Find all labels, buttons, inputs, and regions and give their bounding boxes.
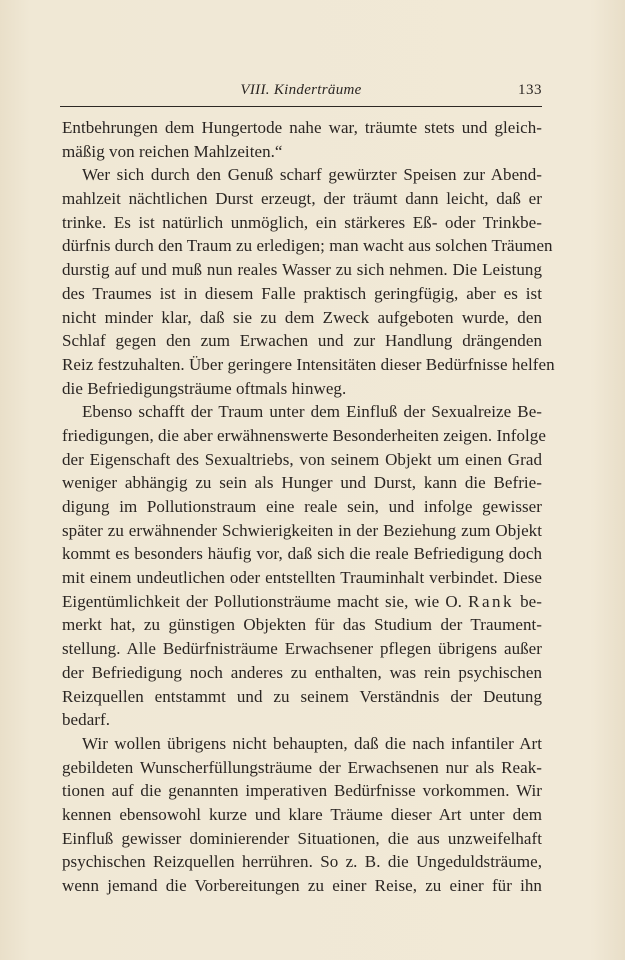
author-name-spaced: Rank bbox=[468, 591, 514, 611]
text-line: dürfnis durch den Traum zu erledigen; man wacht aus solchen Träumen bbox=[62, 236, 553, 256]
running-title: VIII. Kinderträume bbox=[240, 82, 362, 98]
text-line: trinke. Es ist natürlich unmöglich, ein stärkeres Eß- oder Trinkbe- bbox=[62, 212, 542, 232]
text-line: nicht minder klar, daß sie zu dem Zweck aufgeboten wurde, den bbox=[62, 307, 542, 327]
text-line: durstig auf und muß nun reales Wasser zu sich nehmen. Die Leistung bbox=[62, 260, 542, 280]
text-line: mahlzeit nächtlichen Durst erzeugt, der träumt dann leicht, daß er bbox=[62, 189, 542, 209]
text-fragment: be- bbox=[514, 591, 542, 611]
text-line: der Eigenschaft des Sexualtriebs, von seinem Objekt um einen Grad bbox=[62, 449, 542, 469]
text-line: Wir wollen übrigens nicht behaupten, daß die nach infantiler Art bbox=[82, 733, 542, 753]
text-line bbox=[62, 590, 542, 614]
text-line: Reiz festzuhalten. Über geringere Intensitäten dieser Bedürfnisse helfen bbox=[62, 354, 555, 374]
text-line: Reizquellen entstammt und zu seinem Verständnis der Deutung bbox=[62, 686, 542, 706]
text-line: psychischen Reizquellen herrühren. So z. B. die Ungeduldsträume, bbox=[62, 852, 542, 872]
text-line: merkt hat, zu günstigen Objekten für das Studium der Traument- bbox=[62, 615, 542, 635]
text-line: mäßig von reichen Mahlzeiten.“ bbox=[62, 141, 283, 161]
body-text bbox=[62, 116, 555, 898]
text-line: Einfluß gewisser dominierender Situationen, die aus unzweifelhaft bbox=[62, 828, 542, 848]
text-line: der Befriedigung noch anderes zu enthalten, was rein psychischen bbox=[62, 662, 542, 682]
text-line: gebildeten Wunscherfüllungsträume der Erwachsenen nur als Reak- bbox=[62, 757, 542, 777]
text-line: Ebenso schafft der Traum unter dem Einfluß der Sexualreize Be- bbox=[82, 402, 542, 422]
text-line: kommt es besonders häufig vor, daß sich die reale Befriedigung doch bbox=[62, 544, 542, 564]
text-line: friedigungen, die aber erwähnenswerte Besonderheiten zeigen. Infolge bbox=[62, 425, 546, 445]
header-rule bbox=[60, 106, 542, 107]
page-header bbox=[60, 80, 542, 104]
text-line: wenn jemand die Vorbereitungen zu einer Reise, zu einer für ihn bbox=[62, 876, 542, 895]
text-line: mit einem undeutlichen oder entstellten Trauminhalt verbindet. Diese bbox=[62, 568, 542, 588]
text-line: später zu erwähnender Schwierigkeiten in der Beziehung zum Objekt bbox=[62, 520, 542, 540]
text-line: digung im Pollutionstraum eine reale sein, und infolge gewisser bbox=[62, 497, 542, 516]
text-line: die Befriedigungsträume oftmals hinweg. bbox=[62, 378, 347, 398]
text-line: Entbehrungen dem Hungertode nahe war, träumte stets und gleich- bbox=[62, 118, 542, 137]
text-line: tionen auf die genannten imperativen Bedürfnisse vorkommen. Wir bbox=[62, 781, 542, 801]
text-line: bedarf. bbox=[62, 710, 111, 730]
text-fragment: Eigentümlichkeit der Pollutionsträume macht sie, wie O. bbox=[62, 591, 469, 611]
text-line: weniger abhängig zu sein als Hunger und Durst, kann die Befrie- bbox=[62, 473, 542, 493]
text-line: Schlaf gegen den zum Erwachen und zur Handlung drängenden bbox=[62, 331, 542, 351]
text-line: stellung. Alle Bedürfnisträume Erwachsener pflegen übrigens außer bbox=[62, 639, 542, 659]
text-line: kennen ebensowohl kurze und klare Träume dieser Art unter dem bbox=[62, 804, 542, 824]
text-line: des Traumes ist in diesem Falle praktisch geringfügig, aber es ist bbox=[62, 283, 542, 303]
text-line: Wer sich durch den Genuß scharf gewürzter Speisen zur Abend- bbox=[82, 165, 542, 185]
page-number: 133 bbox=[518, 82, 542, 98]
